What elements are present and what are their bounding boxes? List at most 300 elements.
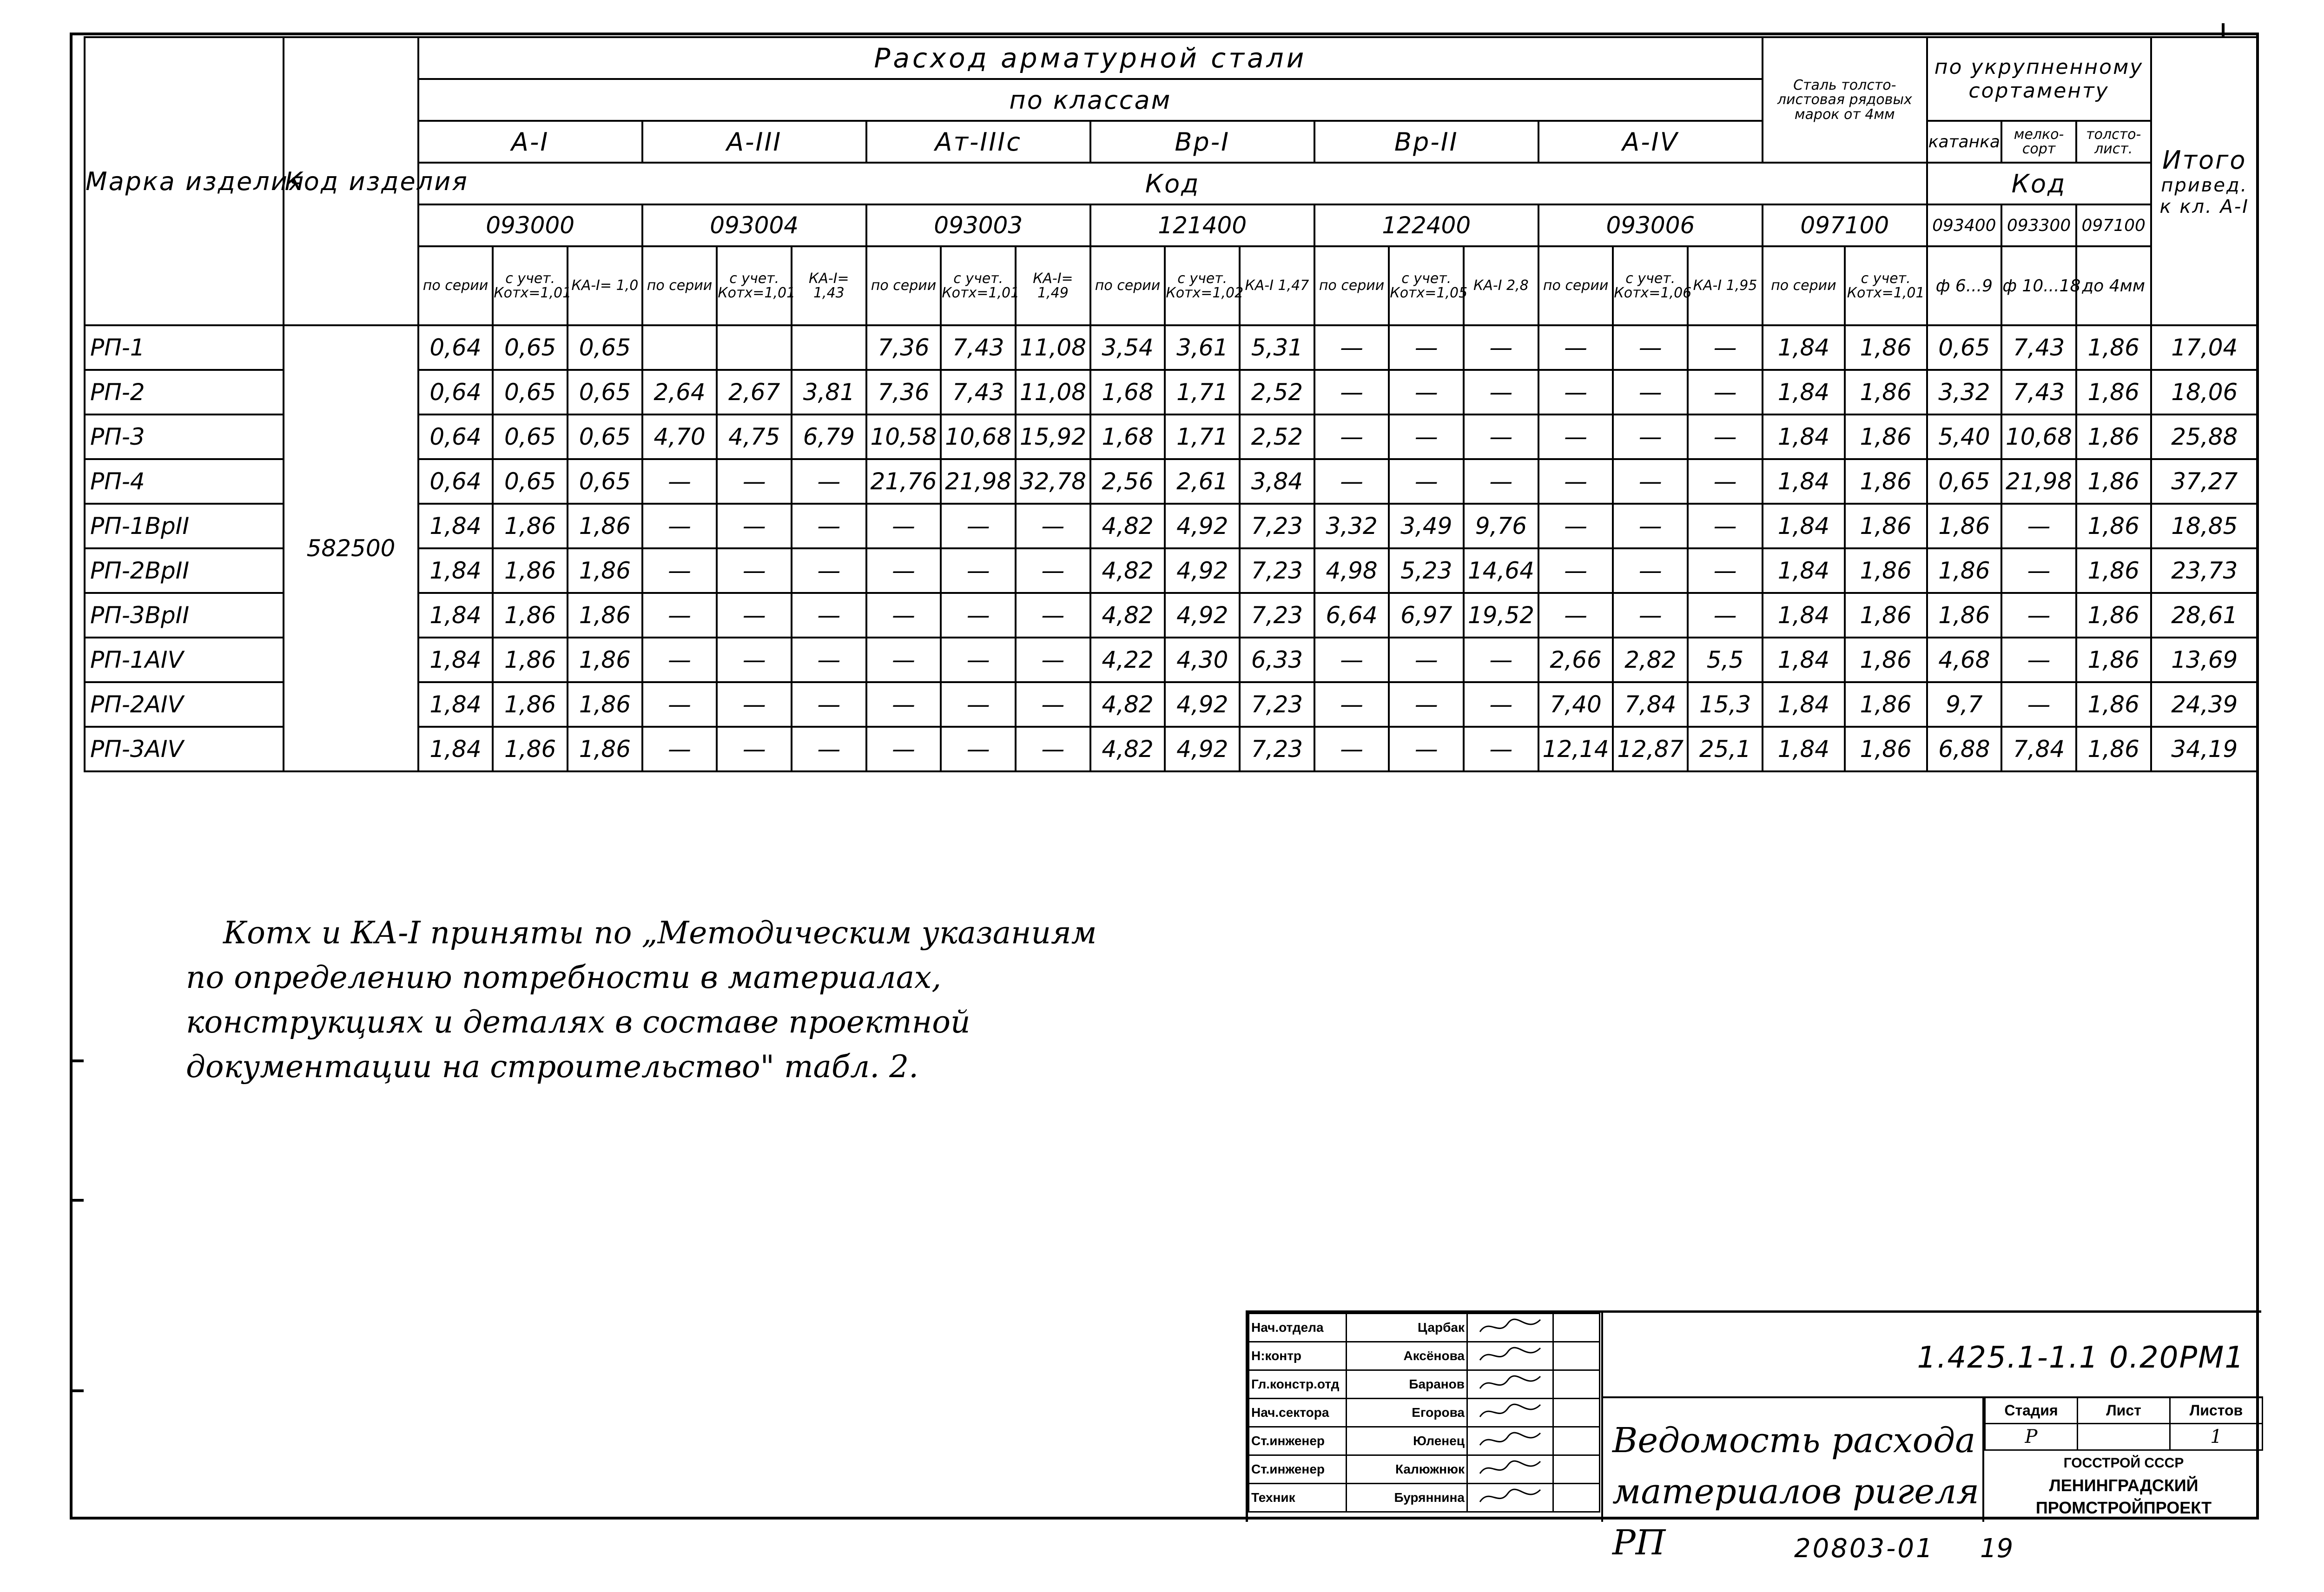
table-cell: 1,86 xyxy=(1845,727,1927,771)
table-cell: 4,68 xyxy=(1927,638,2002,682)
table-cell: — xyxy=(642,548,717,593)
table-cell: 1,86 xyxy=(2076,638,2151,682)
enlarged-title: по укрупненному сортаменту xyxy=(1927,37,2151,121)
row-mark: РП-1ВрII xyxy=(85,504,284,548)
staff-role: Ст.инженер xyxy=(1249,1427,1347,1455)
table-cell: — xyxy=(792,727,866,771)
table-cell: 1,86 xyxy=(2076,370,2151,414)
table-cell: — xyxy=(2001,504,2076,548)
note-line: Котх и КА-I приняты по „Методическим указаниям xyxy=(223,915,1097,951)
enlarged-col-wire: катанка xyxy=(1927,121,2002,163)
class-code: 093003 xyxy=(866,204,1090,246)
signature-scribble xyxy=(1475,1315,1545,1336)
table-cell: 7,36 xyxy=(866,325,941,370)
staff-name: Калюжнюк xyxy=(1347,1455,1467,1484)
table-cell: 4,92 xyxy=(1165,682,1240,727)
table-cell: 6,79 xyxy=(792,414,866,459)
table-cell: — xyxy=(1314,727,1389,771)
table-cell: 0,65 xyxy=(568,325,642,370)
table-cell: — xyxy=(2001,682,2076,727)
table-cell: 0,64 xyxy=(418,370,493,414)
table-cell: 2,66 xyxy=(1538,638,1613,682)
signature-scribble xyxy=(1475,1485,1545,1506)
table-cell: 6,64 xyxy=(1314,593,1389,638)
table-cell: 7,84 xyxy=(2001,727,2076,771)
table-cell: — xyxy=(642,682,717,727)
sheets-value: 1 xyxy=(2170,1424,2263,1450)
table-cell: 12,87 xyxy=(1613,727,1688,771)
table-cell: 4,92 xyxy=(1165,593,1240,638)
table-cell: 1,84 xyxy=(1763,459,1845,504)
table-cell: 5,5 xyxy=(1688,638,1763,682)
table-cell: — xyxy=(866,727,941,771)
table-cell: 11,08 xyxy=(1016,370,1090,414)
footer-code: 20803-01 xyxy=(1794,1533,1934,1564)
table-cell: 10,68 xyxy=(941,414,1016,459)
table-cell: — xyxy=(1314,414,1389,459)
table-cell: 1,86 xyxy=(493,504,568,548)
table-cell: 1,84 xyxy=(418,504,493,548)
row-mark: РП-2ВрII xyxy=(85,548,284,593)
table-cell: — xyxy=(1538,325,1613,370)
table-cell: — xyxy=(1688,593,1763,638)
sub-col-header: по серии xyxy=(1538,246,1613,325)
thick-sheet-code: 097100 xyxy=(1763,204,1927,246)
table-row xyxy=(85,325,2258,370)
table-cell: — xyxy=(1314,459,1389,504)
sub-col-header: с учет. Котх=1,06 xyxy=(1613,246,1688,325)
enlarged-code: 093400 xyxy=(1927,204,2002,246)
table-cell: 4,92 xyxy=(1165,504,1240,548)
table-cell: — xyxy=(866,504,941,548)
enlarged-col-fine: мелко-сорт xyxy=(2001,121,2076,163)
table-cell: — xyxy=(1389,459,1464,504)
table-cell: 0,64 xyxy=(418,325,493,370)
enlarged-code: 093300 xyxy=(2001,204,2076,246)
table-cell: 1,86 xyxy=(1845,504,1927,548)
note-line: по определению потребности в материалах, xyxy=(186,960,942,995)
table-cell: — xyxy=(642,638,717,682)
steel-consumption-table xyxy=(84,36,2259,1283)
table-cell: 1,84 xyxy=(1763,325,1845,370)
table-cell: 1,84 xyxy=(418,727,493,771)
row-mark: РП-1АIV xyxy=(85,638,284,682)
table-cell: 12,14 xyxy=(1538,727,1613,771)
table-cell: 2,82 xyxy=(1613,638,1688,682)
table-cell: 1,84 xyxy=(1763,638,1845,682)
org-line: ЛЕНИНГРАДСКИЙ xyxy=(2049,1476,2199,1495)
table-cell: 34,19 xyxy=(2151,727,2258,771)
class-code: 093000 xyxy=(418,204,642,246)
class-code: 093004 xyxy=(642,204,866,246)
table-cell: 3,61 xyxy=(1165,325,1240,370)
date-cell xyxy=(1553,1314,1600,1342)
sheet-tick xyxy=(70,1059,84,1062)
table-cell: 1,84 xyxy=(418,548,493,593)
signature-scribble xyxy=(1475,1428,1545,1450)
doc-code-cell xyxy=(1601,1313,2263,1398)
table-cell: — xyxy=(792,593,866,638)
table-cell: 1,84 xyxy=(418,638,493,682)
signature xyxy=(1467,1427,1553,1455)
table-cell: 10,58 xyxy=(866,414,941,459)
table-cell: — xyxy=(792,638,866,682)
row-mark: РП-3АIV xyxy=(85,727,284,771)
table-cell: — xyxy=(1688,459,1763,504)
class-vr2: Вр-II xyxy=(1314,121,1538,163)
table-cell: 37,27 xyxy=(2151,459,2258,504)
table-cell: 1,86 xyxy=(1845,459,1927,504)
table-cell: — xyxy=(1538,593,1613,638)
sheet-tick xyxy=(2222,23,2225,37)
table-cell: — xyxy=(1688,504,1763,548)
table-cell: 1,68 xyxy=(1090,414,1165,459)
signature xyxy=(1467,1342,1553,1370)
staff-role: Гл.констр.отд xyxy=(1249,1370,1347,1399)
note-text xyxy=(186,911,1339,1089)
sheet-tick xyxy=(70,1389,84,1392)
sub-col-header: по серии xyxy=(1090,246,1165,325)
table-cell: 1,86 xyxy=(1927,548,2002,593)
table-cell: — xyxy=(941,593,1016,638)
table-cell: 3,49 xyxy=(1389,504,1464,548)
sub-col-header: КА-I= 1,0 xyxy=(568,246,642,325)
row-mark: РП-1 xyxy=(85,325,284,370)
table-cell: 1,86 xyxy=(568,682,642,727)
table-cell: — xyxy=(1464,414,1538,459)
table-cell: 1,86 xyxy=(1845,682,1927,727)
table-cell: — xyxy=(2001,638,2076,682)
enlarged-size: ф 10...18 xyxy=(2001,246,2076,325)
table-cell xyxy=(792,325,866,370)
table-cell: 2,61 xyxy=(1165,459,1240,504)
table-cell: — xyxy=(1613,459,1688,504)
total-header: Итого привед. к кл. А-I xyxy=(2151,37,2258,325)
table-cell: 14,64 xyxy=(1464,548,1538,593)
table-cell: 6,97 xyxy=(1389,593,1464,638)
table-cell: — xyxy=(1016,593,1090,638)
table-cell: — xyxy=(1016,504,1090,548)
table-cell: 1,68 xyxy=(1090,370,1165,414)
table-cell: 7,43 xyxy=(941,370,1016,414)
table-cell: 17,04 xyxy=(2151,325,2258,370)
table-cell: — xyxy=(941,727,1016,771)
table-cell: 1,86 xyxy=(568,548,642,593)
table-cell: 1,86 xyxy=(1845,370,1927,414)
table-cell: — xyxy=(717,548,792,593)
table-cell: — xyxy=(941,548,1016,593)
table-cell: 1,86 xyxy=(493,727,568,771)
table-cell: — xyxy=(717,593,792,638)
staff-role: Нач.сектора xyxy=(1249,1399,1347,1427)
table-cell: — xyxy=(1314,682,1389,727)
table-cell: 0,65 xyxy=(493,370,568,414)
table-cell: — xyxy=(717,459,792,504)
table-cell: 1,86 xyxy=(2076,459,2151,504)
enlarged-size: до 4мм xyxy=(2076,246,2151,325)
table-cell: — xyxy=(717,504,792,548)
staff-role: Нач.отдела xyxy=(1249,1314,1347,1342)
table-cell: 1,86 xyxy=(568,593,642,638)
table-cell: — xyxy=(1389,325,1464,370)
table-cell: 21,98 xyxy=(941,459,1016,504)
table-cell: 1,86 xyxy=(1845,414,1927,459)
staff-row xyxy=(1249,1314,1600,1342)
staff-row xyxy=(1249,1370,1600,1399)
table-cell: — xyxy=(1613,504,1688,548)
table-cell: 1,84 xyxy=(1763,682,1845,727)
sub-col-header: КА-I 1,95 xyxy=(1688,246,1763,325)
table-cell: — xyxy=(1464,638,1538,682)
table-cell: 13,69 xyxy=(2151,638,2258,682)
class-code: 122400 xyxy=(1314,204,1538,246)
by-classes-label: по классам xyxy=(418,79,1763,121)
staff-row xyxy=(1249,1484,1600,1512)
table-cell: — xyxy=(1688,370,1763,414)
table-cell: 1,84 xyxy=(1763,727,1845,771)
table-cell: 7,43 xyxy=(941,325,1016,370)
table-cell: 23,73 xyxy=(2151,548,2258,593)
table-cell: 1,86 xyxy=(1845,593,1927,638)
table-cell: — xyxy=(1538,548,1613,593)
date-cell xyxy=(1553,1370,1600,1399)
table-cell: — xyxy=(941,638,1016,682)
table-cell: 18,85 xyxy=(2151,504,2258,548)
thick-sub-header: по серии xyxy=(1763,246,1845,325)
table-cell xyxy=(642,325,717,370)
table-cell: 4,75 xyxy=(717,414,792,459)
note-line: конструкциях и деталях в составе проектной xyxy=(186,1004,971,1040)
mark-header: Марка изделия xyxy=(85,37,284,325)
table-cell: 7,23 xyxy=(1240,548,1314,593)
table-cell: 7,23 xyxy=(1240,593,1314,638)
table-cell: 7,23 xyxy=(1240,504,1314,548)
table-cell: — xyxy=(1613,593,1688,638)
table-cell: — xyxy=(792,504,866,548)
sub-col-header: с учет. Котх=1,01 xyxy=(493,246,568,325)
staff-name: Аксёнова xyxy=(1347,1342,1467,1370)
table-cell: 1,86 xyxy=(1927,593,2002,638)
table-cell: 1,86 xyxy=(568,727,642,771)
table-cell: — xyxy=(1688,325,1763,370)
table-cell: — xyxy=(792,459,866,504)
table-cell: — xyxy=(1688,548,1763,593)
table-cell: 1,86 xyxy=(568,638,642,682)
enlarged-code: 097100 xyxy=(2076,204,2151,246)
table-cell: — xyxy=(1016,682,1090,727)
table-cell: — xyxy=(1389,727,1464,771)
table-cell: 4,82 xyxy=(1090,504,1165,548)
table-cell: — xyxy=(1016,727,1090,771)
table-cell: 1,86 xyxy=(2076,325,2151,370)
table-cell: 3,81 xyxy=(792,370,866,414)
table-cell: 5,23 xyxy=(1389,548,1464,593)
enlarged-col-thick: толсто-лист. xyxy=(2076,121,2151,163)
stage-label: Стадия xyxy=(1985,1397,2078,1424)
table-cell: — xyxy=(1389,638,1464,682)
table-cell: 4,70 xyxy=(642,414,717,459)
table-cell: 10,68 xyxy=(2001,414,2076,459)
table-cell: — xyxy=(1613,370,1688,414)
table-cell: 4,82 xyxy=(1090,593,1165,638)
table-cell: — xyxy=(1464,682,1538,727)
class-a4: А-IV xyxy=(1538,121,1763,163)
table-cell: 9,76 xyxy=(1464,504,1538,548)
table-cell: — xyxy=(792,682,866,727)
staff-row xyxy=(1249,1342,1600,1370)
table-cell: 2,67 xyxy=(717,370,792,414)
code-header: Код изделия xyxy=(284,37,418,325)
table-cell: — xyxy=(717,682,792,727)
table-cell: 18,06 xyxy=(2151,370,2258,414)
staff-role: Ст.инженер xyxy=(1249,1455,1347,1484)
table-cell: 9,7 xyxy=(1927,682,2002,727)
staff-name: Царбак xyxy=(1347,1314,1467,1342)
table-cell: 1,86 xyxy=(2076,548,2151,593)
code-row-label: Код xyxy=(418,163,1927,204)
sheets-label: Листов xyxy=(2170,1397,2263,1424)
table-cell: 0,64 xyxy=(418,414,493,459)
table-cell: 7,23 xyxy=(1240,727,1314,771)
table-cell: — xyxy=(1538,504,1613,548)
table-cell: 4,82 xyxy=(1090,548,1165,593)
enlarged-code-label: Код xyxy=(1927,163,2151,204)
table-cell: 7,84 xyxy=(1613,682,1688,727)
table-cell: 4,82 xyxy=(1090,682,1165,727)
table-cell: — xyxy=(866,548,941,593)
organization xyxy=(1984,1452,2263,1519)
table-cell: 0,65 xyxy=(493,325,568,370)
table-cell: 1,86 xyxy=(2076,727,2151,771)
table-cell: 7,43 xyxy=(2001,370,2076,414)
table-cell: 11,08 xyxy=(1016,325,1090,370)
table-cell: 1,86 xyxy=(568,504,642,548)
thick-sub-header: с учет. Котх=1,01 xyxy=(1845,246,1927,325)
note-line: документации на строительство" табл. 2. xyxy=(186,1049,919,1085)
row-mark: РП-2АIV xyxy=(85,682,284,727)
table-cell: 32,78 xyxy=(1016,459,1090,504)
staff-name: Буряннина xyxy=(1347,1484,1467,1512)
table-cell: — xyxy=(642,593,717,638)
signature xyxy=(1467,1484,1553,1512)
doc-title-line: Ведомость расхода xyxy=(1612,1421,1976,1460)
row-mark: РП-3ВрII xyxy=(85,593,284,638)
class-vr1: Вр-I xyxy=(1090,121,1314,163)
date-cell xyxy=(1553,1455,1600,1484)
staff-row xyxy=(1249,1399,1600,1427)
staff-name: Юленец xyxy=(1347,1427,1467,1455)
table-cell: 4,92 xyxy=(1165,548,1240,593)
staff-row xyxy=(1249,1427,1600,1455)
sub-col-header: КА-I= 1,49 xyxy=(1016,246,1090,325)
row-mark: РП-3 xyxy=(85,414,284,459)
class-code: 121400 xyxy=(1090,204,1314,246)
table-cell: 3,54 xyxy=(1090,325,1165,370)
table-cell: 1,84 xyxy=(1763,548,1845,593)
signature-scribble xyxy=(1475,1343,1545,1365)
signature-scribble xyxy=(1475,1400,1545,1421)
stage-block xyxy=(1982,1396,2263,1522)
table-cell: 21,98 xyxy=(2001,459,2076,504)
table-cell: 0,65 xyxy=(568,459,642,504)
table-cell: — xyxy=(1016,638,1090,682)
table-cell: 1,86 xyxy=(1845,325,1927,370)
table-cell: 0,65 xyxy=(568,414,642,459)
table-cell: 0,65 xyxy=(1927,459,2002,504)
sub-col-header: с учет. Котх=1,05 xyxy=(1389,246,1464,325)
sub-col-header: КА-I 1,47 xyxy=(1240,246,1314,325)
table-cell: 1,86 xyxy=(2076,414,2151,459)
table-cell: 24,39 xyxy=(2151,682,2258,727)
table-cell: — xyxy=(941,682,1016,727)
staff-name: Егорова xyxy=(1347,1399,1467,1427)
class-at3c: Ат-IIIс xyxy=(866,121,1090,163)
steel-title: Расход арматурной стали xyxy=(418,37,1763,79)
table-cell: 1,84 xyxy=(418,682,493,727)
table-cell: 1,86 xyxy=(2076,682,2151,727)
table-cell: 21,76 xyxy=(866,459,941,504)
table-cell: 0,65 xyxy=(493,459,568,504)
table-cell: 2,64 xyxy=(642,370,717,414)
staff-role: Н:контр xyxy=(1249,1342,1347,1370)
sub-col-header: по серии xyxy=(418,246,493,325)
table-cell: 15,3 xyxy=(1688,682,1763,727)
table-cell: — xyxy=(866,638,941,682)
table-cell: 1,86 xyxy=(493,593,568,638)
table-cell: 1,84 xyxy=(1763,370,1845,414)
sheet-label: Лист xyxy=(2078,1397,2170,1424)
table-cell: 1,86 xyxy=(1845,638,1927,682)
table-cell: 1,86 xyxy=(1845,548,1927,593)
staff-table xyxy=(1248,1313,1599,1522)
table-cell: 1,86 xyxy=(2076,593,2151,638)
table-cell: — xyxy=(1464,325,1538,370)
table-cell xyxy=(717,325,792,370)
sub-col-header: по серии xyxy=(866,246,941,325)
table-cell: — xyxy=(642,727,717,771)
table-cell: — xyxy=(1538,459,1613,504)
table-cell: 6,88 xyxy=(1927,727,2002,771)
table-cell: — xyxy=(1688,414,1763,459)
table-cell: 5,40 xyxy=(1927,414,2002,459)
sub-col-header: по серии xyxy=(1314,246,1389,325)
table-cell: 19,52 xyxy=(1464,593,1538,638)
table-cell: 1,86 xyxy=(1927,504,2002,548)
table-cell: — xyxy=(866,593,941,638)
sub-col-header: с учет. Котх=1,01 xyxy=(717,246,792,325)
row-mark: РП-2 xyxy=(85,370,284,414)
date-cell xyxy=(1553,1342,1600,1370)
table-cell: 0,65 xyxy=(568,370,642,414)
footer-page: 19 xyxy=(1980,1533,2014,1564)
table-cell: — xyxy=(1538,370,1613,414)
table-cell: 25,88 xyxy=(2151,414,2258,459)
table-cell: — xyxy=(1613,414,1688,459)
doc-code: 1.425.1-1.1 0.20РМ1 xyxy=(1917,1341,2245,1375)
table-cell: 7,23 xyxy=(1240,682,1314,727)
table-cell: 1,71 xyxy=(1165,370,1240,414)
table-cell: — xyxy=(1314,638,1389,682)
signature xyxy=(1467,1370,1553,1399)
table-cell: 5,31 xyxy=(1240,325,1314,370)
sheet-value xyxy=(2078,1424,2170,1450)
table-cell: 1,86 xyxy=(493,548,568,593)
table-cell: 15,92 xyxy=(1016,414,1090,459)
table-cell: — xyxy=(2001,593,2076,638)
staff-row xyxy=(1249,1455,1600,1484)
org-line: ГОССТРОЙ СССР xyxy=(2063,1455,2184,1471)
product-code: 582500 xyxy=(284,325,418,771)
